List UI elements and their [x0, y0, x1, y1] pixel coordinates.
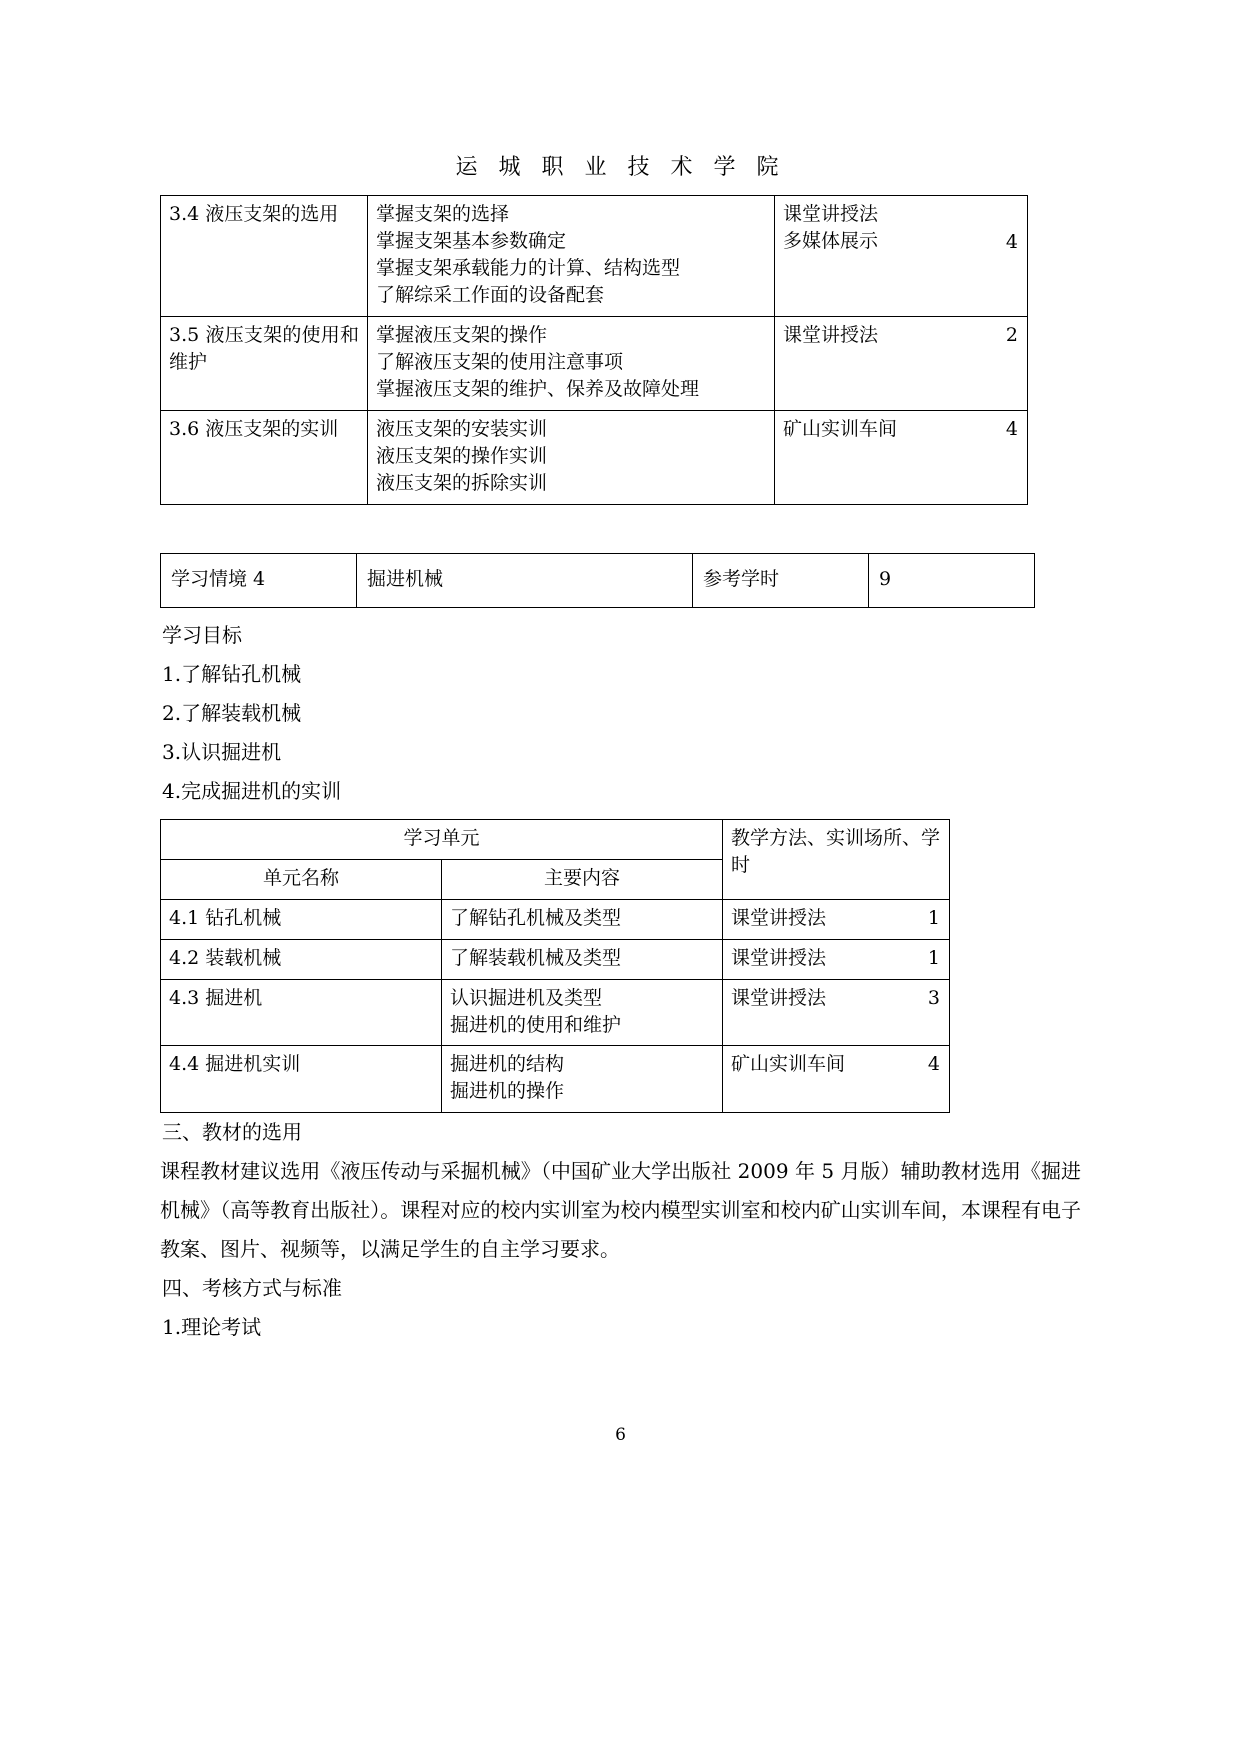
hours-value: 2 — [1005, 323, 1018, 346]
hours-value: 1 — [927, 906, 940, 929]
unit-content-cell — [368, 316, 775, 410]
method-line: 课堂讲授法 — [783, 203, 879, 225]
content-line: 了解液压支架的使用注意事项 — [376, 350, 624, 373]
scenario-title: 掘进机械 — [357, 553, 693, 607]
section-four-title: 四、考核方式与标准 — [162, 1276, 342, 1301]
scenario-hours-value: 9 — [869, 553, 1035, 607]
content-line: 了解钻孔机械及类型 — [450, 906, 622, 929]
unit-name-line-1: 3.5 液压支架的使用和维护 — [169, 323, 359, 373]
hours-value: 1 — [927, 946, 940, 969]
content-line: 掌握支架基本参数确定 — [376, 229, 567, 252]
content-line: 认识掘进机及类型 — [450, 986, 603, 1009]
unit-name-line-1: 3.4 液压支架的选用 — [169, 203, 339, 225]
hours-value: 4 — [1005, 417, 1018, 440]
objectives-title: 学习目标 — [162, 622, 242, 647]
table-row — [161, 979, 950, 1046]
content-line: 了解装载机械及类型 — [450, 946, 622, 969]
table-row — [161, 410, 1028, 504]
table-row — [161, 899, 950, 939]
unit-name-line-1: 3.6 液压支架的实训 — [169, 417, 339, 440]
content-line: 掘进机的结构 — [450, 1053, 565, 1076]
spacer — [160, 608, 1081, 616]
unit-name-cell — [161, 410, 368, 504]
method-line: 多媒体展示 — [783, 229, 879, 252]
unit-name-cell: 4.3 掘进机 — [161, 979, 442, 1046]
unit-content-cell — [368, 410, 775, 504]
unit-name-cell: 4.4 掘进机实训 — [161, 1046, 442, 1113]
section-three-title: 三、教材的选用 — [162, 1120, 302, 1145]
scenario-header-table — [160, 553, 1035, 608]
content-line: 掌握液压支架的维护、保养及故障处理 — [376, 377, 700, 400]
method-line: 矿山实训车间 — [783, 417, 898, 440]
method-line: 课堂讲授法 — [731, 946, 827, 969]
page-title: 运 城 职 业 技 术 学 院 — [455, 155, 786, 180]
method-line: 课堂讲授法 — [731, 906, 827, 929]
table-header-row — [161, 819, 950, 859]
section-three-body: 课程教材建议选用《液压传动与采掘机械》（中国矿业大学出版社 2009 年 5 月版）辅助教材选用《掘进机械》（高等教育出版社）。课程对应的校内实训室为校内模型实训室和校内矿山实训车间，本课程有电子教案、图片、视频等，以满足学生的自主学习要求。 — [160, 1159, 1081, 1262]
units-head-right: 教学方法、实训场所、学时 — [723, 819, 950, 899]
table-row — [161, 316, 1028, 410]
page-number: 6 — [615, 1425, 626, 1445]
spacer — [160, 811, 1081, 819]
unit-content-cell — [442, 939, 723, 979]
hours-value: 4 — [1005, 231, 1018, 253]
content-line: 掘进机的操作 — [450, 1080, 565, 1103]
objective-item: 4.完成掘进机的实训 — [162, 778, 342, 803]
unit-name-cell: 4.1 钻孔机械 — [161, 899, 442, 939]
table-row — [161, 553, 1035, 607]
spacer — [160, 505, 1081, 547]
content-line: 掘进机的使用和维护 — [450, 1013, 622, 1036]
table-row — [161, 1046, 950, 1113]
content-line: 掌握液压支架的操作 — [376, 323, 548, 346]
unit-content-cell — [442, 979, 723, 1046]
objective-item: 2.了解装载机械 — [162, 700, 302, 725]
unit-name-cell — [161, 196, 368, 317]
content-line: 了解综采工作面的设备配套 — [376, 283, 605, 306]
unit-content-cell — [368, 196, 775, 317]
method-hours-cell — [775, 410, 1028, 504]
column-header-content: 主要内容 — [442, 859, 723, 899]
method-hours-cell — [775, 316, 1028, 410]
method-line: 课堂讲授法 — [731, 986, 827, 1009]
unit-content-cell — [442, 899, 723, 939]
section-four-item: 1.理论考试 — [162, 1315, 262, 1340]
content-line: 掌握支架承载能力的计算、结构选型 — [376, 256, 681, 279]
content-line: 液压支架的安装实训 — [376, 417, 548, 440]
learning-units-table-continued — [160, 195, 1028, 505]
scenario-hours-label: 参考学时 — [693, 553, 869, 607]
content-line: 液压支架的拆除实训 — [376, 471, 548, 494]
method-hours-cell — [723, 939, 950, 979]
units-head-left: 学习单元 — [161, 819, 723, 859]
content-line: 掌握支架的选择 — [376, 203, 510, 225]
table-row — [161, 196, 1028, 317]
hours-value: 3 — [927, 986, 940, 1009]
scenario-label: 学习情境 4 — [161, 553, 357, 607]
method-line: 矿山实训车间 — [731, 1053, 846, 1076]
method-hours-cell — [723, 979, 950, 1046]
method-hours-cell — [723, 899, 950, 939]
content-line: 液压支架的操作实训 — [376, 444, 548, 467]
method-hours-cell — [723, 1046, 950, 1113]
learning-units-table-4 — [160, 819, 950, 1114]
unit-content-cell — [442, 1046, 723, 1113]
method-hours-cell — [775, 196, 1028, 317]
objective-item: 3.认识掘进机 — [162, 739, 282, 764]
column-header-unit-name: 单元名称 — [161, 859, 442, 899]
method-line: 课堂讲授法 — [783, 323, 879, 346]
hours-value: 4 — [927, 1053, 940, 1076]
unit-name-cell — [161, 316, 368, 410]
unit-name-cell: 4.2 装载机械 — [161, 939, 442, 979]
table-row — [161, 939, 950, 979]
objective-item: 1.了解钻孔机械 — [162, 661, 302, 686]
